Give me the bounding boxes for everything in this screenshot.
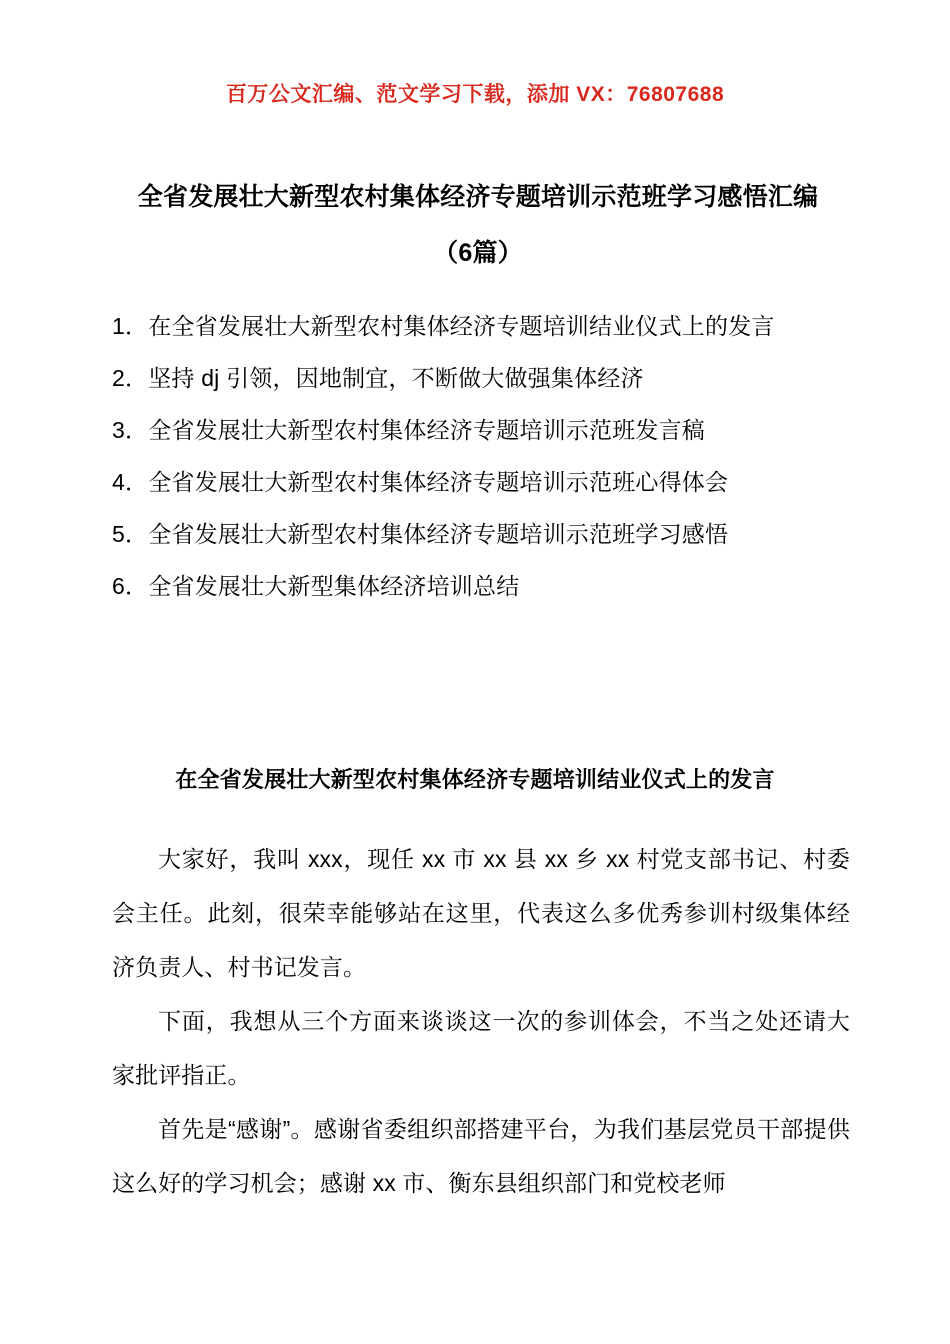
toc-item-2-label: 坚持 dj 引领，因地制宜，不断做大做强集体经济 (148, 365, 644, 391)
table-of-contents (112, 300, 872, 612)
toc-item-5[interactable] (112, 508, 872, 560)
article-paragraph-2: 下面，我想从三个方面来谈谈这一次的参训体会，不当之处还请大家批评指正。 (112, 1008, 850, 1088)
article-body (112, 832, 850, 1210)
toc-item-3[interactable] (112, 404, 872, 456)
toc-item-6[interactable] (112, 560, 872, 612)
toc-item-4-label: 全省发展壮大新型农村集体经济专题培训示范班心得体会 (148, 469, 729, 495)
article-paragraph-1: 大家好，我叫 xxx，现任 xx 市 xx 县 xx 乡 xx 村党支部书记、村委会主任。此刻，很荣幸能够站在这里，代表这么多优秀参训村级集体经济负责人、村书记发言。 (112, 846, 850, 980)
toc-item-1-label: 在全省发展壮大新型农村集体经济专题培训结业仪式上的发言 (148, 313, 775, 339)
toc-item-5-label: 全省发展壮大新型农村集体经济专题培训示范班学习感悟 (148, 521, 729, 547)
toc-item-6-label: 全省发展壮大新型集体经济培训总结 (148, 573, 520, 599)
article-paragraph-3: 首先是“感谢”。感谢省委组织部搭建平台，为我们基层党员干部提供这么好的学习机会；感谢 xx 市、衡东县组织部门和党校老师 (112, 1116, 850, 1196)
toc-item-4[interactable] (112, 456, 872, 508)
toc-item-3-number: 3． (112, 417, 149, 443)
toc-item-2-number: 2． (112, 365, 149, 391)
toc-item-2[interactable] (112, 352, 872, 404)
toc-item-4-number: 4． (112, 469, 149, 495)
toc-item-5-number: 5． (112, 521, 149, 547)
toc-item-1[interactable] (112, 300, 872, 352)
article-heading: 在全省发展壮大新型农村集体经济专题培训结业仪式上的发言 (175, 767, 775, 793)
promo-header-text: 百万公文汇编、范文学习下载，添加 VX：76807688 (225, 83, 725, 106)
toc-item-6-number: 6． (112, 573, 149, 599)
toc-item-1-number: 1． (112, 313, 149, 339)
document-title: 全省发展壮大新型农村集体经济专题培训示范班学习感悟汇编（6篇） (137, 182, 819, 267)
toc-item-3-label: 全省发展壮大新型农村集体经济专题培训示范班发言稿 (148, 417, 706, 443)
